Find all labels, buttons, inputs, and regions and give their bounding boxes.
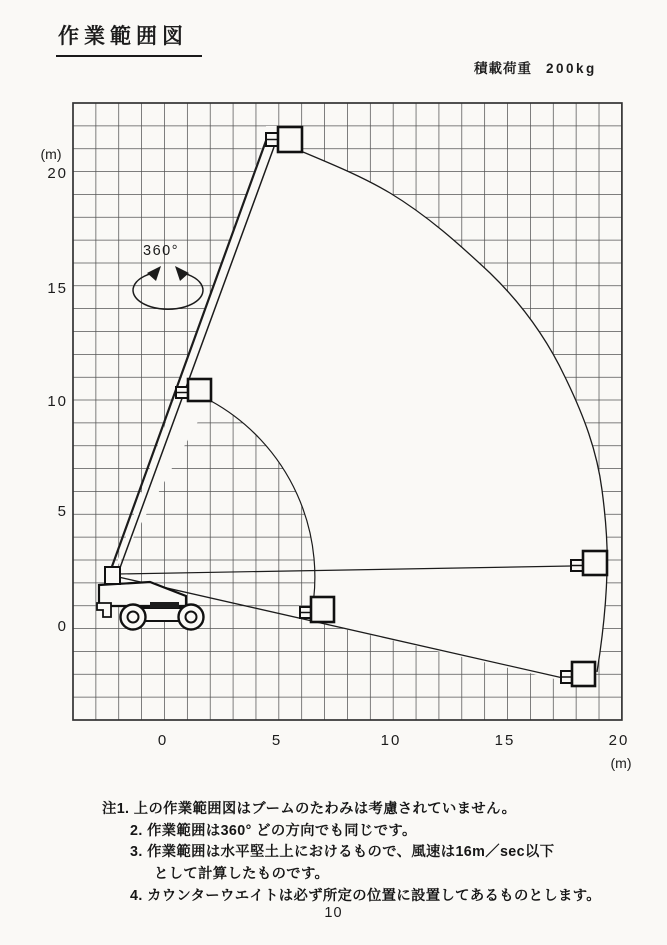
load-capacity-label: 積載荷重 xyxy=(474,61,532,76)
load-capacity-value: 200kg xyxy=(546,61,597,76)
load-capacity-note xyxy=(474,57,597,77)
y-tick-0: 0 xyxy=(57,618,68,635)
x-tick-10: 10 xyxy=(380,732,402,749)
footnote-line: 注1. 上の作業範囲図はブームのたわみは考慮されていません。 xyxy=(102,801,517,817)
y-axis-unit: (m) xyxy=(40,146,62,162)
y-tick-20: 20 xyxy=(47,165,68,182)
rotation-ellipse-icon xyxy=(133,266,203,309)
x-tick-15: 15 xyxy=(494,732,516,749)
rotation-range-label: 360° xyxy=(143,243,179,259)
page-title: 作業範囲図 xyxy=(56,20,202,57)
footnote-line: 2. 作業範囲は360° どの方向でも同じです。 xyxy=(130,822,417,839)
boom-pivot xyxy=(105,567,120,584)
y-tick-10: 10 xyxy=(47,393,68,410)
footnote-line: として計算したものです。 xyxy=(154,866,330,883)
x-axis-unit: (m) xyxy=(610,755,632,771)
page-number: 10 xyxy=(324,905,343,921)
platform-icon-lowered-retracted xyxy=(300,597,334,622)
y-tick-15: 15 xyxy=(47,280,68,297)
footnote-line: 3. 作業範囲は水平堅土上におけるもので、風速は16m／sec以下 xyxy=(130,844,555,861)
footnote-line: 4. カウンターウエイトは必ず所定の位置に設置してあるものとします。 xyxy=(130,887,601,904)
x-tick-5: 5 xyxy=(271,732,283,749)
y-tick-5: 5 xyxy=(57,503,68,520)
x-tick-20: 20 xyxy=(608,732,630,749)
footnotes xyxy=(102,799,602,908)
x-tick-0: 0 xyxy=(157,732,169,749)
